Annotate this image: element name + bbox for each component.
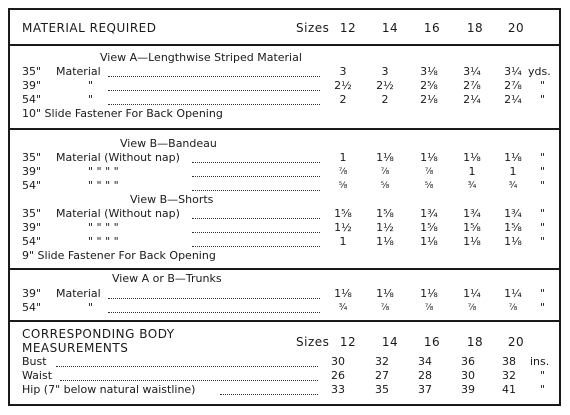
value-cell: ⅞ bbox=[424, 303, 434, 313]
value-cell: 1⅛ bbox=[420, 151, 438, 164]
unit-label: " bbox=[540, 301, 546, 314]
row-width: 35" bbox=[22, 207, 42, 220]
value-cell: 37 bbox=[418, 383, 432, 396]
divider bbox=[10, 268, 559, 270]
row-width: 54" bbox=[22, 301, 42, 314]
value-cell: 30 bbox=[461, 369, 475, 382]
value-cell: 1½ bbox=[376, 221, 394, 234]
leader-dots bbox=[108, 312, 320, 313]
value-cell: 1 bbox=[339, 235, 347, 248]
leader-dots bbox=[192, 162, 320, 163]
leader-dots bbox=[220, 394, 318, 395]
leader-dots bbox=[192, 176, 320, 177]
view-b-shorts-title: View B—Shorts bbox=[130, 193, 214, 206]
size-header: 20 bbox=[507, 335, 525, 349]
value-cell: 1¾ bbox=[504, 207, 522, 220]
leader-dots bbox=[192, 218, 320, 219]
leader-dots bbox=[108, 298, 320, 299]
value-cell: 26 bbox=[331, 369, 345, 382]
value-cell: 33 bbox=[331, 383, 345, 396]
fastener-note: 9" Slide Fastener For Back Opening bbox=[22, 249, 216, 262]
unit-label: " bbox=[540, 151, 546, 164]
body-row-label: Bust bbox=[22, 355, 47, 368]
size-header: 16 bbox=[423, 21, 441, 35]
unit-label: " bbox=[540, 221, 546, 234]
value-cell: 2 bbox=[381, 93, 389, 106]
leader-dots bbox=[60, 380, 318, 381]
value-cell: 2¼ bbox=[463, 93, 481, 106]
value-cell: 2⅞ bbox=[463, 79, 481, 92]
fastener-note: 10" Slide Fastener For Back Opening bbox=[22, 107, 223, 120]
row-label: Material (Without nap) bbox=[56, 151, 180, 164]
row-width: 39" bbox=[22, 221, 42, 234]
value-cell: 2⅛ bbox=[420, 93, 438, 106]
leader-dots bbox=[108, 104, 320, 105]
value-cell: 3 bbox=[381, 65, 389, 78]
divider bbox=[10, 320, 559, 322]
unit-label: " bbox=[540, 287, 546, 300]
value-cell: ¾ bbox=[508, 181, 518, 191]
body-row-label: Hip (7" below natural waistline) bbox=[22, 383, 196, 396]
value-cell: 2⅝ bbox=[420, 79, 438, 92]
body-row-label: Waist bbox=[22, 369, 53, 382]
value-cell: ⅞ bbox=[424, 167, 434, 177]
leader-dots bbox=[108, 76, 320, 77]
value-cell: 1⅝ bbox=[334, 207, 352, 220]
value-cell: 35 bbox=[375, 383, 389, 396]
row-label: " " " " bbox=[88, 221, 119, 234]
row-label: " " " " bbox=[88, 165, 119, 178]
leader-dots bbox=[192, 246, 320, 247]
value-cell: 34 bbox=[418, 355, 432, 368]
value-cell: 1¾ bbox=[463, 207, 481, 220]
value-cell: 32 bbox=[375, 355, 389, 368]
value-cell: 1¼ bbox=[463, 287, 481, 300]
value-cell: 2¼ bbox=[504, 93, 522, 106]
leader-dots bbox=[56, 366, 318, 367]
divider bbox=[10, 44, 559, 46]
row-width: 35" bbox=[22, 65, 42, 78]
leader-dots bbox=[192, 232, 320, 233]
size-header: 20 bbox=[507, 21, 525, 35]
value-cell: 32 bbox=[502, 369, 516, 382]
size-header: 12 bbox=[339, 335, 357, 349]
size-header: 16 bbox=[423, 335, 441, 349]
unit-label: " bbox=[540, 207, 546, 220]
value-cell: 2 bbox=[339, 93, 347, 106]
size-header: 14 bbox=[381, 21, 399, 35]
row-label: Material bbox=[56, 287, 101, 300]
value-cell: 1¾ bbox=[420, 207, 438, 220]
divider bbox=[10, 128, 559, 130]
value-cell: ⅝ bbox=[380, 181, 390, 191]
value-cell: ⅞ bbox=[467, 303, 477, 313]
value-cell: 38 bbox=[502, 355, 516, 368]
value-cell: 2⅞ bbox=[504, 79, 522, 92]
row-label: " bbox=[88, 79, 94, 92]
value-cell: 2½ bbox=[376, 79, 394, 92]
value-cell: 1⅛ bbox=[334, 287, 352, 300]
value-cell: 41 bbox=[502, 383, 516, 396]
unit-label: " bbox=[540, 235, 546, 248]
row-label: " " " " bbox=[88, 179, 119, 192]
size-header: 18 bbox=[466, 335, 484, 349]
row-width: 35" bbox=[22, 151, 42, 164]
row-label: Material bbox=[56, 65, 101, 78]
value-cell: 1⅝ bbox=[504, 221, 522, 234]
value-cell: ⅞ bbox=[508, 303, 518, 313]
value-cell: 1½ bbox=[334, 221, 352, 234]
size-header: 14 bbox=[381, 335, 399, 349]
row-width: 39" bbox=[22, 79, 42, 92]
unit-label: " bbox=[540, 179, 546, 192]
body-sizes-label: Sizes bbox=[296, 335, 330, 349]
value-cell: 1⅛ bbox=[504, 151, 522, 164]
view-b-bandeau-title: View B—Bandeau bbox=[120, 137, 217, 150]
value-cell: 1⅝ bbox=[376, 207, 394, 220]
body-title-line2: MEASUREMENTS bbox=[22, 341, 129, 355]
view-a-title: View A—Lengthwise Striped Material bbox=[100, 51, 302, 64]
value-cell: 3¼ bbox=[504, 65, 522, 78]
value-cell: 2½ bbox=[334, 79, 352, 92]
value-cell: 28 bbox=[418, 369, 432, 382]
row-width: 39" bbox=[22, 287, 42, 300]
value-cell: ⅞ bbox=[338, 167, 348, 177]
value-cell: 1 bbox=[509, 165, 517, 178]
unit-label: " bbox=[540, 383, 546, 396]
value-cell: ¾ bbox=[467, 181, 477, 191]
unit-label: " bbox=[540, 93, 546, 106]
value-cell: 27 bbox=[375, 369, 389, 382]
value-cell: 1⅛ bbox=[420, 287, 438, 300]
row-width: 54" bbox=[22, 93, 42, 106]
value-cell: ⅞ bbox=[380, 167, 390, 177]
row-width: 39" bbox=[22, 165, 42, 178]
value-cell: 1⅛ bbox=[504, 235, 522, 248]
row-label: " " " " bbox=[88, 235, 119, 248]
value-cell: 30 bbox=[331, 355, 345, 368]
value-cell: ⅞ bbox=[380, 303, 390, 313]
leader-dots bbox=[108, 90, 320, 91]
value-cell: 1¼ bbox=[504, 287, 522, 300]
size-header: 18 bbox=[466, 21, 484, 35]
value-cell: 3¼ bbox=[463, 65, 481, 78]
row-width: 54" bbox=[22, 179, 42, 192]
value-cell: 1 bbox=[339, 151, 347, 164]
body-title-line1: CORRESPONDING BODY bbox=[22, 327, 175, 341]
unit-label: " bbox=[540, 79, 546, 92]
value-cell: 36 bbox=[461, 355, 475, 368]
row-label: " bbox=[88, 93, 94, 106]
value-cell: 1⅛ bbox=[376, 151, 394, 164]
leader-dots bbox=[192, 190, 320, 191]
value-cell: 39 bbox=[461, 383, 475, 396]
value-cell: 3⅛ bbox=[420, 65, 438, 78]
value-cell: ⅝ bbox=[338, 181, 348, 191]
value-cell: 1⅛ bbox=[463, 235, 481, 248]
value-cell: 1⅝ bbox=[463, 221, 481, 234]
size-header: 12 bbox=[339, 21, 357, 35]
row-width: 54" bbox=[22, 235, 42, 248]
row-label: " bbox=[88, 301, 94, 314]
view-ab-trunks-title: View A or B—Trunks bbox=[112, 272, 222, 285]
value-cell: 3 bbox=[339, 65, 347, 78]
unit-label: ins. bbox=[530, 355, 550, 368]
value-cell: 1⅛ bbox=[376, 235, 394, 248]
row-label: Material (Without nap) bbox=[56, 207, 180, 220]
value-cell: 1 bbox=[468, 165, 476, 178]
value-cell: 1⅛ bbox=[463, 151, 481, 164]
value-cell: ¾ bbox=[338, 303, 348, 313]
unit-label: " bbox=[540, 369, 546, 382]
value-cell: 1⅛ bbox=[376, 287, 394, 300]
value-cell: ⅝ bbox=[424, 181, 434, 191]
sizes-label: Sizes bbox=[296, 21, 330, 35]
unit-label: yds. bbox=[528, 65, 551, 78]
unit-label: " bbox=[540, 165, 546, 178]
material-required-title: MATERIAL REQUIRED bbox=[22, 21, 157, 35]
value-cell: 1⅛ bbox=[420, 235, 438, 248]
value-cell: 1⅝ bbox=[420, 221, 438, 234]
